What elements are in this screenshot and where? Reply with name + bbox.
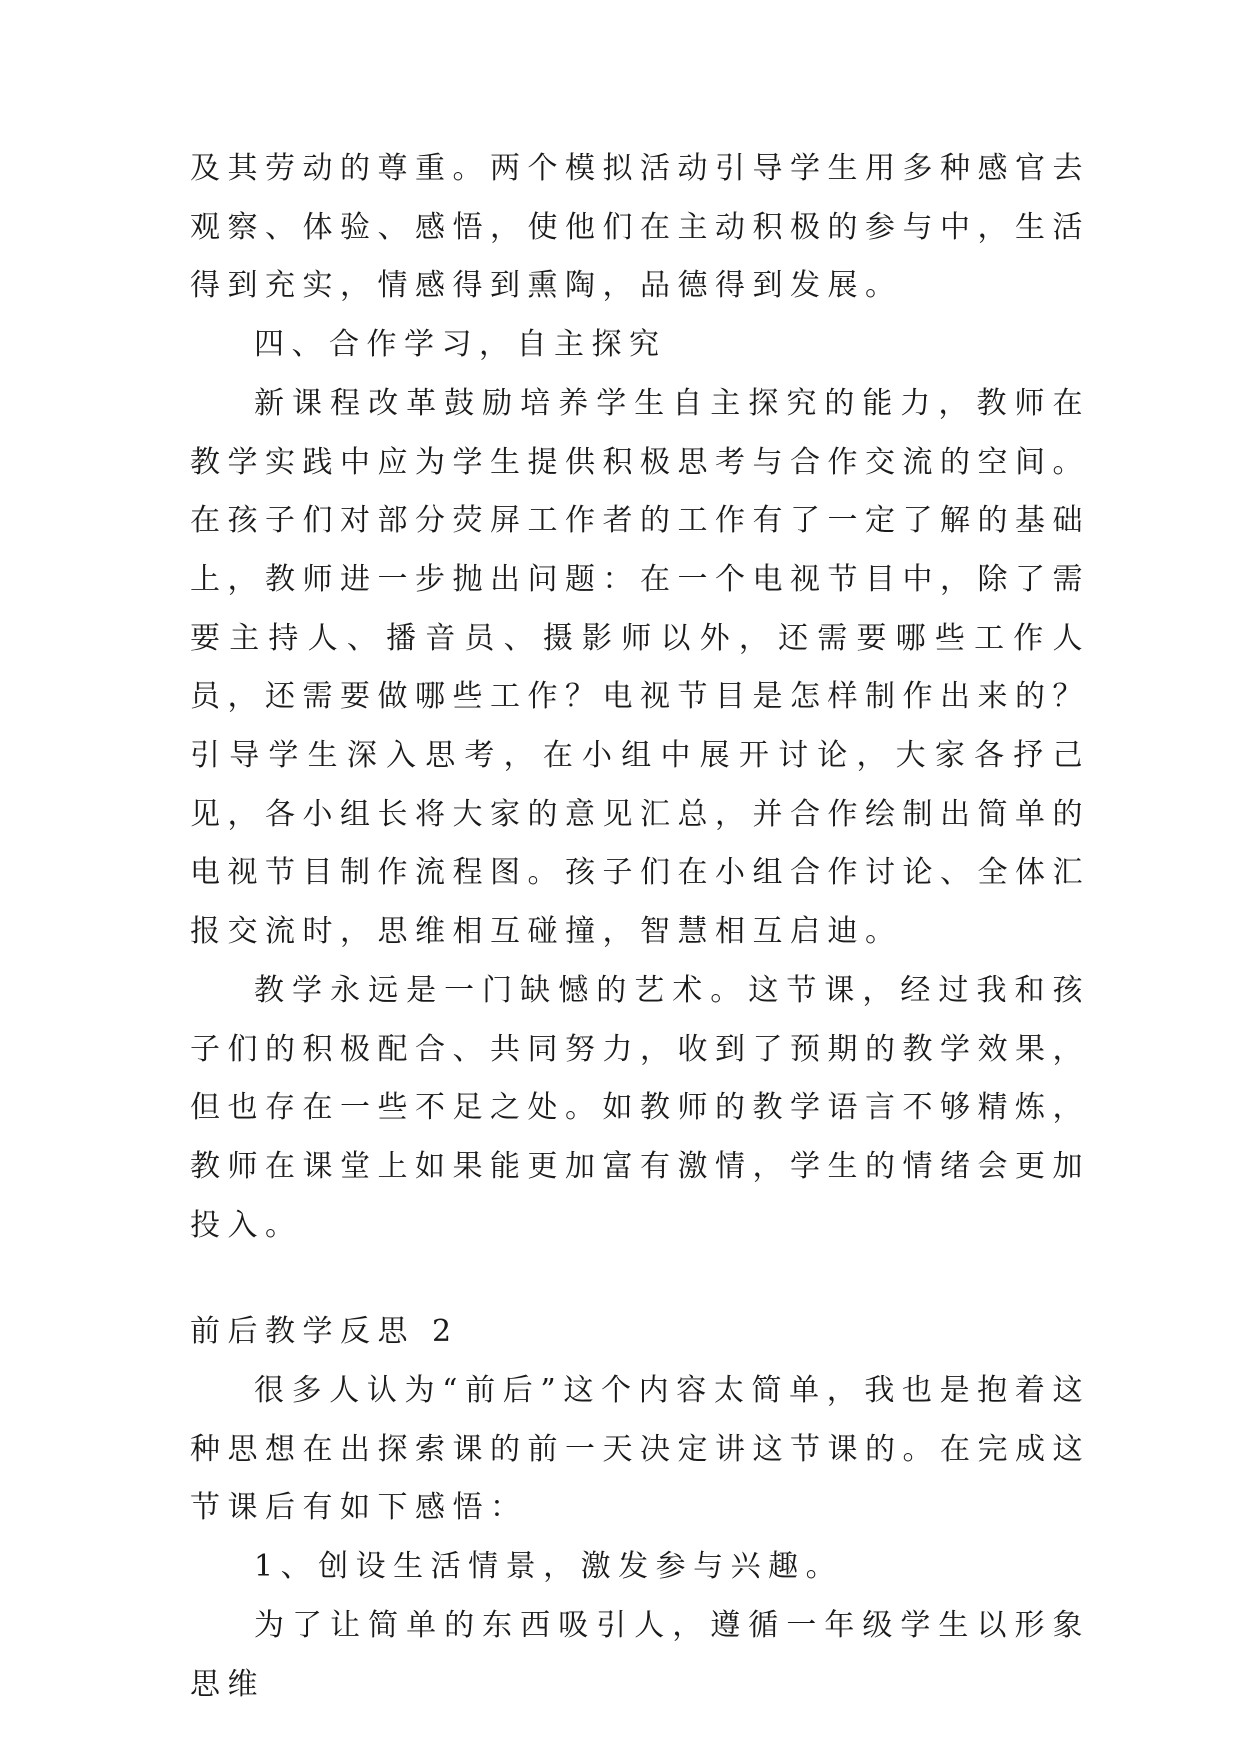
paragraph-continued: 及其劳动的尊重。两个模拟活动引导学生用多种感官去观察、体验、感悟，使他们在主动积极的参与中，生活得到充实，情感得到熏陶，品德得到发展。 — [190, 151, 1090, 304]
paragraph-new-curriculum: 新课程改革鼓励培养学生自主探究的能力，教师在教学实践中应为学生提供积极思考与合作交流的空间。在孩子们对部分荧屏工作者的工作有了一定了解的基础上，教师进一步抛出问题：在一个电视节目中，除了需要主持人、播音员、摄影师以外，还需要哪些工作人员，还需要做哪些工作？电视节目是怎样制作出来的？引导学生深入思考，在小组中展开讨论，大家各抒己见，各小组长将大家的意见汇总，并合作绘制出简单的电视节目制作流程图。孩子们在小组合作讨论、全体汇报交流时，思维相互碰撞，智慧相互启迪。 — [190, 385, 1090, 950]
subheading-life-scenario: 1、创设生活情景，激发参与兴趣。 — [254, 1549, 844, 1585]
paragraph-simple-things: 为了让简单的东西吸引人，遵循一年级学生以形象思维 — [190, 1607, 1090, 1702]
subheading-cooperative-learning: 四、合作学习，自主探究 — [254, 327, 667, 363]
paragraph-front-back-intro: 很多人认为“前后”这个内容太简单，我也是抱着这种思想在出探索课的前一天决定讲这节课的。在完成这节课后有如下感悟： — [190, 1373, 1090, 1526]
document-body — [190, 140, 1090, 1714]
section-title: 前后教学反思 2 — [190, 1314, 459, 1350]
paragraph-teaching-art: 教学永远是一门缺憾的艺术。这节课，经过我和孩子们的积极配合、共同努力，收到了预期的教学效果，但也存在一些不足之处。如教师的教学语言不够精炼，教师在课堂上如果能更加富有激情，学生的情绪会更加投入。 — [190, 972, 1090, 1243]
